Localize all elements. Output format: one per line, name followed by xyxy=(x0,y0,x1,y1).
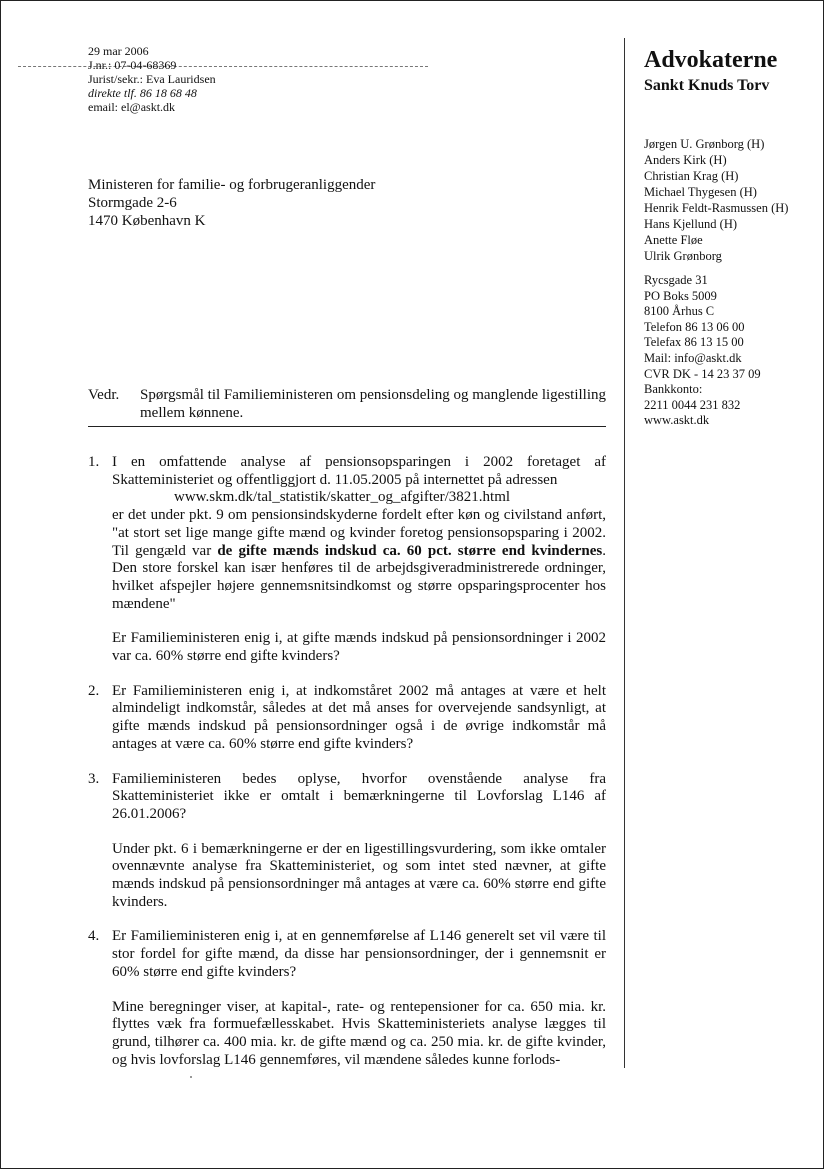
subject-text: Spørgsmål til Familieministeren om pensionsdeling og manglende ligestilling mellem kønnene. xyxy=(140,387,606,421)
recipient-line-1: Ministeren for familie- og forbrugeranliggender xyxy=(88,177,376,193)
item-text: I en omfattende analyse af pensionsopsparingen i 2002 foretaget af Skatteministeriet og offentliggjort d. 11.05.2005 på internettet på adressen xyxy=(112,454,606,488)
recipient-line-2: Stormgade 2-6 xyxy=(88,195,177,211)
item-number: 3. xyxy=(88,770,100,787)
item-paragraph: Familieministeren bedes oplyse, hvorfor ovenstående analyse fra Skatteministeriet ikke er omtalt i bemærkningerne til Lovforslag L146 af 26.01.2006? xyxy=(112,770,606,822)
question-item-4 xyxy=(88,928,606,1069)
cvr-number: CVR DK - 14 23 37 09 xyxy=(644,366,761,381)
item-text: er det under pkt. 9 om pensionsindskyderne fordelt efter køn og civilstand anført, "at stort set lige mange gifte mænd og kvinder foretog pensionsopsparing i 2002. Til gengæld var xyxy=(112,507,606,559)
item-number: 2. xyxy=(88,682,100,699)
scan-artifact-line xyxy=(18,66,428,67)
firm-fax: Telefax 86 13 15 00 xyxy=(644,335,744,350)
item-paragraph: Er Familieministeren enig i, at indkomståret 2002 må antages at være et helt almindeligt indkomstår, således at det må anses for overvejende sandsynligt, at gifte mænds indskud på pensionsordninger også i de øvrige indkomstår må antages at være ca. 60% større end gifte kvinders? xyxy=(112,682,606,752)
item-paragraph: Mine beregninger viser, at kapital-, rate- og rentepensioner for ca. 650 mia. kr. flyttes væk fra formuefællesskabet. Hvis Skatteministeriets analyse lægges til grund, tilhører ca. 400 mia. kr. de gifte mænd og ca. 250 mia. kr. de gifte kvinder, og hvis lovforslag L146 gennemføres, vil mændene således kunne forlods- xyxy=(112,998,606,1068)
recipient-address xyxy=(88,176,375,230)
item-text: . Den store forskel kan især henføres til de arbejdsgiveradministrerede ordninger, hvilket afspejler højere gennemsnitsindkomst og større opsparingsprocenter hos mændene" xyxy=(112,542,607,612)
item-paragraph: Under pkt. 6 i bemærkningerne er der en ligestillingsvurdering, som ikke omtaler ovennævnte analyse fra Skatteministeriet, og som intet sted nævner, at gifte mænds indskud på pensionsordninger må antages at være ca. 60% større end gifte kvinders. xyxy=(112,840,606,910)
question-item-1 xyxy=(88,454,606,666)
firm-mail: Mail: info@askt.dk xyxy=(644,350,742,365)
po-box: PO Boks 5009 xyxy=(644,288,717,303)
recipient-line-3: 1470 København K xyxy=(88,213,206,229)
firm-phone: Telefon 86 13 06 00 xyxy=(644,319,745,334)
partner-name: Christian Krag (H) xyxy=(644,169,739,183)
item-paragraph: Er Familieministeren enig i, at gifte mænds indskud på pensionsordninger i 2002 var ca. 60% større end gifte kvinders? xyxy=(112,630,606,665)
firm-subtitle: Sankt Knuds Torv xyxy=(644,77,770,94)
firm-letterhead xyxy=(644,46,814,96)
scan-speck xyxy=(190,1076,192,1078)
question-item-3 xyxy=(88,771,606,912)
partner-list xyxy=(644,136,788,264)
partner-name: Anders Kirk (H) xyxy=(644,153,727,167)
street-address: Rycsgade 31 xyxy=(644,273,708,287)
subject-line xyxy=(88,386,608,422)
jurist-name: Jurist/sekr.: Eva Lauridsen xyxy=(88,72,216,86)
partner-name: Ulrik Grønborg xyxy=(644,249,722,263)
question-list xyxy=(88,454,606,1086)
question-item-2 xyxy=(88,683,606,754)
journal-number: J.nr.: 07-04-68369 xyxy=(88,58,177,72)
partner-name: Michael Thygesen (H) xyxy=(644,185,757,199)
firm-name: Advokaterne xyxy=(644,47,778,73)
partner-name: Anette Fløe xyxy=(644,233,703,247)
direct-phone: direkte tlf. 86 18 68 48 xyxy=(88,86,197,100)
partner-name: Hans Kjellund (H) xyxy=(644,217,738,231)
analysis-url: www.skm.dk/tal_statistik/skatter_og_afgifter/3821.html xyxy=(174,489,511,506)
postal-city: 8100 Århus C xyxy=(644,304,715,319)
bank-account: 2211 0044 231 832 xyxy=(644,397,741,412)
bank-label: Bankkonto: xyxy=(644,382,703,397)
item-paragraph xyxy=(112,454,606,613)
item-number: 4. xyxy=(88,928,100,945)
partner-name: Henrik Feldt-Rasmussen (H) xyxy=(644,201,789,215)
item-paragraph: Er Familieministeren enig i, at en gennemførelse af L146 generelt set vil være til stor fordel for gifte mænd, da disse har pensionsordninger, der i gennemsnit er 60% større end gifte kvinders? xyxy=(112,928,606,980)
letter-date: 29 mar 2006 xyxy=(88,44,149,58)
subject-divider xyxy=(88,426,606,427)
item-number: 1. xyxy=(88,454,100,470)
partner-name: Jørgen U. Grønborg (H) xyxy=(644,137,765,151)
email-address: email: el@askt.dk xyxy=(88,100,176,114)
margin-rule xyxy=(624,38,625,1068)
item-bold-text: de gifte mænds indskud ca. 60 pct. større end kvindernes xyxy=(217,542,603,559)
firm-contact-block xyxy=(644,273,761,429)
subject-label: Vedr. xyxy=(88,387,120,403)
firm-website: www.askt.dk xyxy=(644,413,710,428)
letter-reference-block xyxy=(88,44,216,114)
